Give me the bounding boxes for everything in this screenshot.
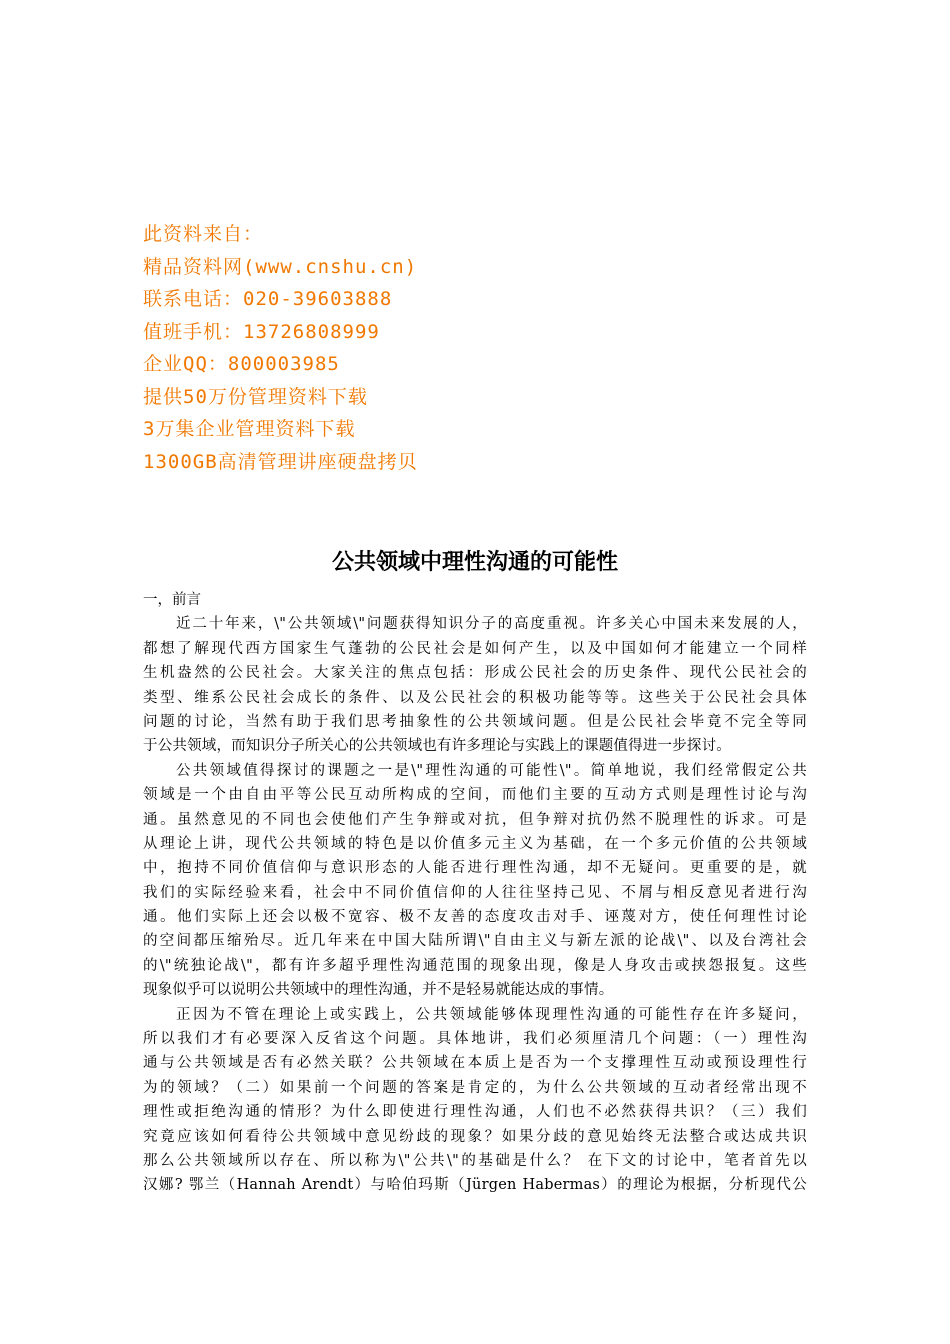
paragraph-line: 所以我们才有必要深入反省这个问题。具体地讲，我们必须厘清几个问题：（一）理性沟 <box>143 1031 807 1048</box>
paragraph-line: 生机盎然的公民社会。大家关注的焦点包括：形成公民社会的历史条件、现代公民社会的 <box>143 665 807 682</box>
paragraph-line: 从理论上讲，现代公共领域的特色是以价值多元主义为基础，在一个多元价值的公共领域 <box>143 835 807 852</box>
body-paragraph <box>143 1003 807 1198</box>
promo-line: 企业QQ：800003985 <box>143 353 340 375</box>
paragraph-line: 为的领域？（二）如果前一个问题的答案是肯定的，为什么公共领域的互动者经常出现不 <box>143 1079 807 1096</box>
paragraph-line: 的\"统独论战\"，都有许多超乎理性沟通范围的现象出现，像是人身攻击或挟怨报复。这些 <box>143 957 807 974</box>
paragraph-list <box>143 612 807 1197</box>
paragraph-line: 通。虽然意见的不同也会使他们产生争辩或对抗，但争辩对抗仍然不脱理性的诉求。可是 <box>143 811 807 828</box>
promo-line: 此资料来自： <box>143 223 264 245</box>
paragraph-line: 于公共领域，而知识分子所关心的公共领域也有许多理论与实践上的课题值得进一步探讨。 <box>143 738 731 755</box>
paragraph-line: 的空间都压缩殆尽。近几年来在中国大陆所谓\"自由主义与新左派的论战\"、以及台湾社会 <box>143 933 807 950</box>
promo-line: 联系电话：020-39603888 <box>143 288 393 310</box>
paragraph-line: 公共领域值得探讨的课题之一是\"理性沟通的可能性\"。简单地说，我们经常假定公共 <box>176 762 807 779</box>
promo-line: 1300GB高清管理讲座硬盘拷贝 <box>143 450 418 473</box>
document-body <box>143 588 807 1198</box>
paragraph-line: 汉娜? 鄂兰（Hannah Arendt）与哈伯玛斯（Jürgen Habermas）的理论为根据，分析现代公 <box>143 1177 807 1194</box>
paragraph-line: 近二十年来，\"公共领域\"问题获得知识分子的高度重视。许多关心中国未来发展的人， <box>176 616 807 633</box>
section-heading: 一，前言 <box>143 592 201 608</box>
paragraph-line: 现象似乎可以说明公共领域中的理性沟通，并不是轻易就能达成的事情。 <box>143 982 614 999</box>
paragraph-line: 中，抱持不同价值信仰与意识形态的人能否进行理性沟通，却不无疑问。更重要的是，就 <box>143 860 807 877</box>
paragraph-line: 究竟应该如何看待公共领域中意见纷歧的现象？如果分歧的意见始终无法整合或达成共识 <box>143 1128 807 1145</box>
promo-line: 精品资料网(www.cnshu.cn) <box>143 255 418 278</box>
source-promo-block <box>143 218 663 478</box>
promo-line: 提供50万份管理资料下载 <box>143 385 368 408</box>
paragraph-line: 那么公共领域所以存在、所以称为\"公共\"的基础是什么？ 在下文的讨论中，笔者首先以 <box>143 1152 807 1169</box>
paragraph-line: 通与公共领域是否有必然关联？公共领域在本质上是否为一个支撑理性互动或预设理性行 <box>143 1055 807 1072</box>
body-paragraph <box>143 612 807 758</box>
paragraph-line: 正因为不管在理论上或实践上，公共领域能够体现理性沟通的可能性存在许多疑问， <box>176 1006 807 1023</box>
paragraph-line: 问题的讨论，当然有助于我们思考抽象性的公共领域问题。但是公民社会毕竟不完全等同 <box>143 713 807 730</box>
paragraph-line: 领域是一个由自由平等公民互动所构成的空间，而他们主要的互动方式则是理性讨论与沟 <box>143 787 807 804</box>
paragraph-line: 理性或拒绝沟通的情形？为什么即使进行理性沟通，人们也不必然获得共识？（三）我们 <box>143 1104 807 1121</box>
body-paragraph <box>143 759 807 1003</box>
paragraph-line: 通。他们实际上还会以极不宽容、极不友善的态度攻击对手、诬蔑对方，使任何理性讨论 <box>143 909 807 926</box>
paragraph-line: 类型、维系公民社会成长的条件、以及公民社会的积极功能等等。这些关于公民社会具体 <box>143 689 807 706</box>
promo-line: 值班手机：13726808999 <box>143 320 380 343</box>
promo-line: 3万集企业管理资料下载 <box>143 418 356 440</box>
document-title: 公共领域中理性沟通的可能性 <box>331 550 618 575</box>
paragraph-line: 我们的实际经验来看，社会中不同价值信仰的人往往坚持己见、不屑与相反意见者进行沟 <box>143 884 807 901</box>
paragraph-line: 都想了解现代西方国家生气蓬勃的公民社会是如何产生，以及中国如何才能建立一个同样 <box>143 640 807 657</box>
